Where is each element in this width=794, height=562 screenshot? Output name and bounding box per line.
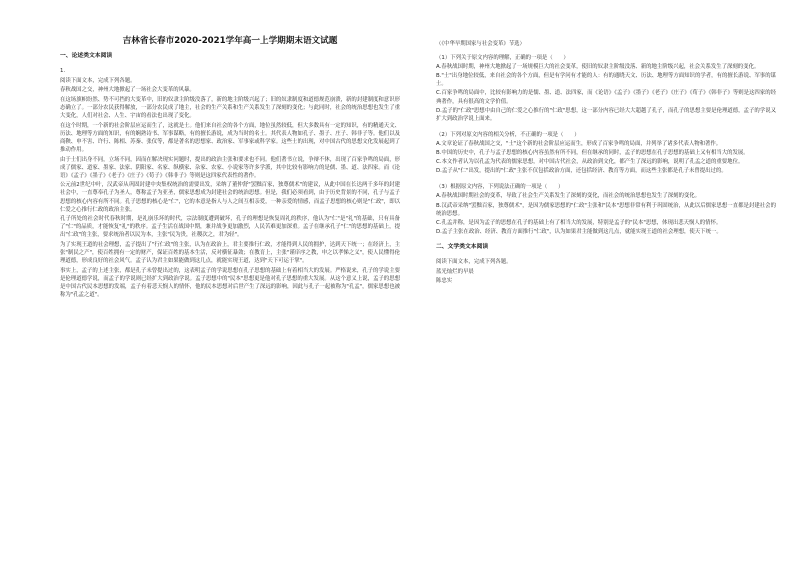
question-stem: （3）根据原文内容，下列说法正确的一项是（ ） — [436, 184, 564, 191]
passage-paragraph: 在这场旗帜纷然、势不可挡的大变革中，旧的奴隶主阶级没落了，新的地主阶级兴起了；旧的奴隶制度和道德规范崩溃，新的封建制度和意识形态确立了。一部分农民获得解放，一部分农民成了地主，社会的生产关系和生产关系发生了深刻的变化；与此同时，社会的统治思想也发生了重大变化，人们对社会、人生、宇宙的看法也出现了变化。 — [60, 96, 400, 120]
literature-title: 蓝光灿烂的早晨 — [436, 268, 474, 275]
passage-paragraph: 由于士们出身不同，立场不同，因而在解决现实问题时，提出的政治主张和要求也不同。他们著书立说，争辩不休，出现了百家争鸣的局面，形成了儒家、道家、墨家、法家、阴阳家、名家、纵横家、杂家、农家、小说家等许多学派，其中比较有影响力的是儒、墨、道、法四家。而《论语》《孟子》《墨子》《老子》《庄子》《荀子》《韩非子》等则是这四家代表性的著作。 — [60, 156, 400, 179]
literature-intro: 阅读下面文本，完成下列各题。 — [436, 258, 512, 265]
right-column — [436, 40, 776, 287]
passage-source: （《中华早期国家与社会变革》节选） — [436, 41, 525, 47]
question-stem: （1）下列关于原文内容的理解，正确的一项是（ ） — [436, 55, 569, 62]
passage-paragraph: 为了实现王道的社会理想，孟子提出了"行仁政"的主张，认为在政治上，君主要推行仁政，才能得到人民的拥护，达到天下统一；在经济上，主张"制民之产"，使百姓拥有一定的财产，保证百姓的基本生活，反对横征暴敛；在教育上，主张"谨庠序之教，申之以孝悌之义"，使人民懂得伦理道德，形成良好的社会风气。孟子认为君主如果能做到这几点，就能实现王道，达到"天下可运于掌"。 — [60, 241, 400, 265]
question-stem: （2）下列对原文内容的相关分析，不正确的一项是（ ） — [436, 131, 580, 138]
passage-paragraph: 孔子所处的社会时代春秋时期，是礼崩乐坏的时代，宗法制度遭到破坏，孔子的理想是恢复周礼的秩序，他认为"仁"是"礼"的基础，只有具备了"仁"的品质，才能恢复"礼"的秩序。孟子生活在战国中期，兼并战争更加激烈，人民苦难更加深重。孟子在继承孔子"仁"的思想的基础上，提出"仁政"的主张，要求统治者以民为本，主张"民为贵，社稷次之，君为轻"。 — [60, 216, 400, 239]
answer-option[interactable]: C.百家争鸣的局面中，比较有影响力的是儒、墨、道、法四家，而《论语》《孟子》《墨子》《老子》《庄子》《荀子》《韩非子》等则是这四家的经典著作，具有很高的文学价值。 — [436, 90, 776, 105]
reading-intro: 阅读下面文本，完成下列各题。 — [60, 77, 136, 84]
passage-paragraph: 公元前2世纪中叶，汉武帝从巩固封建中央集权统治的需要出发，采纳了董仲舒"罢黜百家，独尊儒术"的建议，从此中国在长达两千多年的封建社会中，一直尊奉孔子为圣人，尊称孟子为亚圣，儒家思想成为封建社会的统治思想。但是，我们必须看到，由于历史背景的不同，孔子与孟子思想的核心内容有所不同。孔子思想的核心是"仁"，它的本意是指人与人之间互相亲爱，一种亲爱的情感，而孟子思想的核心则是"仁政"，即以仁爱之心推行仁政的政治主张。 — [60, 182, 400, 213]
answer-option[interactable]: C.孔孟并称，是因为孟子的思想在孔子的基础上有了相当大的发展，特别是孟子的"民本"思想，体现出悲天悯人的情怀。 — [436, 219, 722, 226]
question-number: 1. — [60, 68, 66, 75]
exam-title: 吉林省长春市2020-2021学年高一上学期期末语文试题 — [122, 36, 338, 46]
answer-option[interactable]: A.春秋战国时期，神州大地掀起了一场规模巨大的社会变革，使旧的奴隶主阶级没落、新的地主阶级兴起，社会关系发生了深刻的变化。 — [436, 64, 760, 71]
answer-option[interactable]: B.汉武帝采纳"罢黜百家，独尊儒术"，是因为儒家思想的"仁政"主张和"民本"思想非常有利于巩固统治，从此以后儒家思想一直都是封建社会的统治思想。 — [436, 202, 776, 217]
passage-paragraph: 春秋战国之交，神州大地掀起了一场社会大变革的风暴。 — [60, 87, 195, 94]
section-heading-literature: 二、文学类文本阅读 — [436, 243, 489, 250]
answer-option[interactable]: D.孟子主张在政治、经济、教育方面推行"仁政"，认为如果君主能做到这几点，就能实现王道的社会理想，使天下统一。 — [436, 228, 722, 235]
answer-option[interactable]: B.中国的历史中，孔子与孟子思想的核心内容虽然有所不同，但在继承的同时，孟子的思想在孔子思想的基础上又有相当大的发展。 — [436, 150, 749, 157]
answer-option[interactable]: B."士"出身地位较低，来自社会的各个方面，但是有学问有才能的人：有的通晓天文、历法、地理等方面知识的学者，有的擅长游说、军事的谋士。 — [436, 73, 776, 88]
answer-option[interactable]: A.春秋战国时期社会的变革，导致了社会生产关系发生了深刻的变化，而社会的统治思想也发生了深刻的变化。 — [436, 193, 701, 200]
answer-option[interactable]: A.文章论证了春秋战国之交，"士"这个新的社会阶层应运而生，形成了百家争鸣的局面，并列举了诸多代表人物和著作。 — [436, 140, 722, 147]
answer-option[interactable]: D.孟子从"仁"出发，提出的"仁政"主张不仅包括政治方面，还包括经济、教育等方面，而这些主张都是孔子未曾提出过的。 — [436, 168, 727, 175]
literature-author: 陈忠实 — [436, 278, 453, 285]
section-heading-reading: 一、论述类文本阅读 — [60, 53, 113, 59]
left-column — [60, 36, 400, 301]
answer-option[interactable]: D.孟子的"仁政"思想中由自己的仁爱之心推行的"仁政"思想，这一部分内容已经大大超越了孔子，而孔子的思想主要是伦理道德，孟子的学说又扩大到政治学说上面来。 — [436, 107, 776, 122]
passage-paragraph: 在这个时期，一个新的社会阶层应运而生了，这就是士。他们来自社会的各个方面，地位虽然较低，但大多数具有一定的知识，有的精通天文、历法、地理等方面的知识，有的娴熟诗书、军事谋略，有的擅长游说，成为当时的名士。其代表人物如孔子、墨子、庄子、韩非子等。他们以及商鞅、申不害、许行、陈相、苏秦、张仪等，都是著名的思想家、政治家、军事家或科学家。这些士的出现，对中国古代的思想文化发展起到了推动作用。 — [60, 122, 400, 153]
answer-option[interactable]: C.本文作者认为以孔孟为代表的儒家思想，对中国古代社会，从政治到文化，都产生了深远的影响，说明了孔孟之道的重要地位。 — [436, 159, 744, 166]
passage-paragraph: 事实上，孟子的上述主张，都是孔子未曾提出过的，这表明孟子的学说思想在孔子思想的基础上有着相当大的发展。严格说来，孔子的学说主要是伦理道德学说，而孟子的学说则已经扩大到政治学说。孟子思想中的"民本"思想更是他对孔子思想的重大发展。从这个意义上说，孟子的思想是中国古代民本思想的发端，孟子有着悲天悯人的情怀，他的民本思想对后世产生了深远的影响，因此与孔子一起被称为"孔孟"，儒家思想也被称为"孔孟之道"。 — [60, 267, 400, 299]
